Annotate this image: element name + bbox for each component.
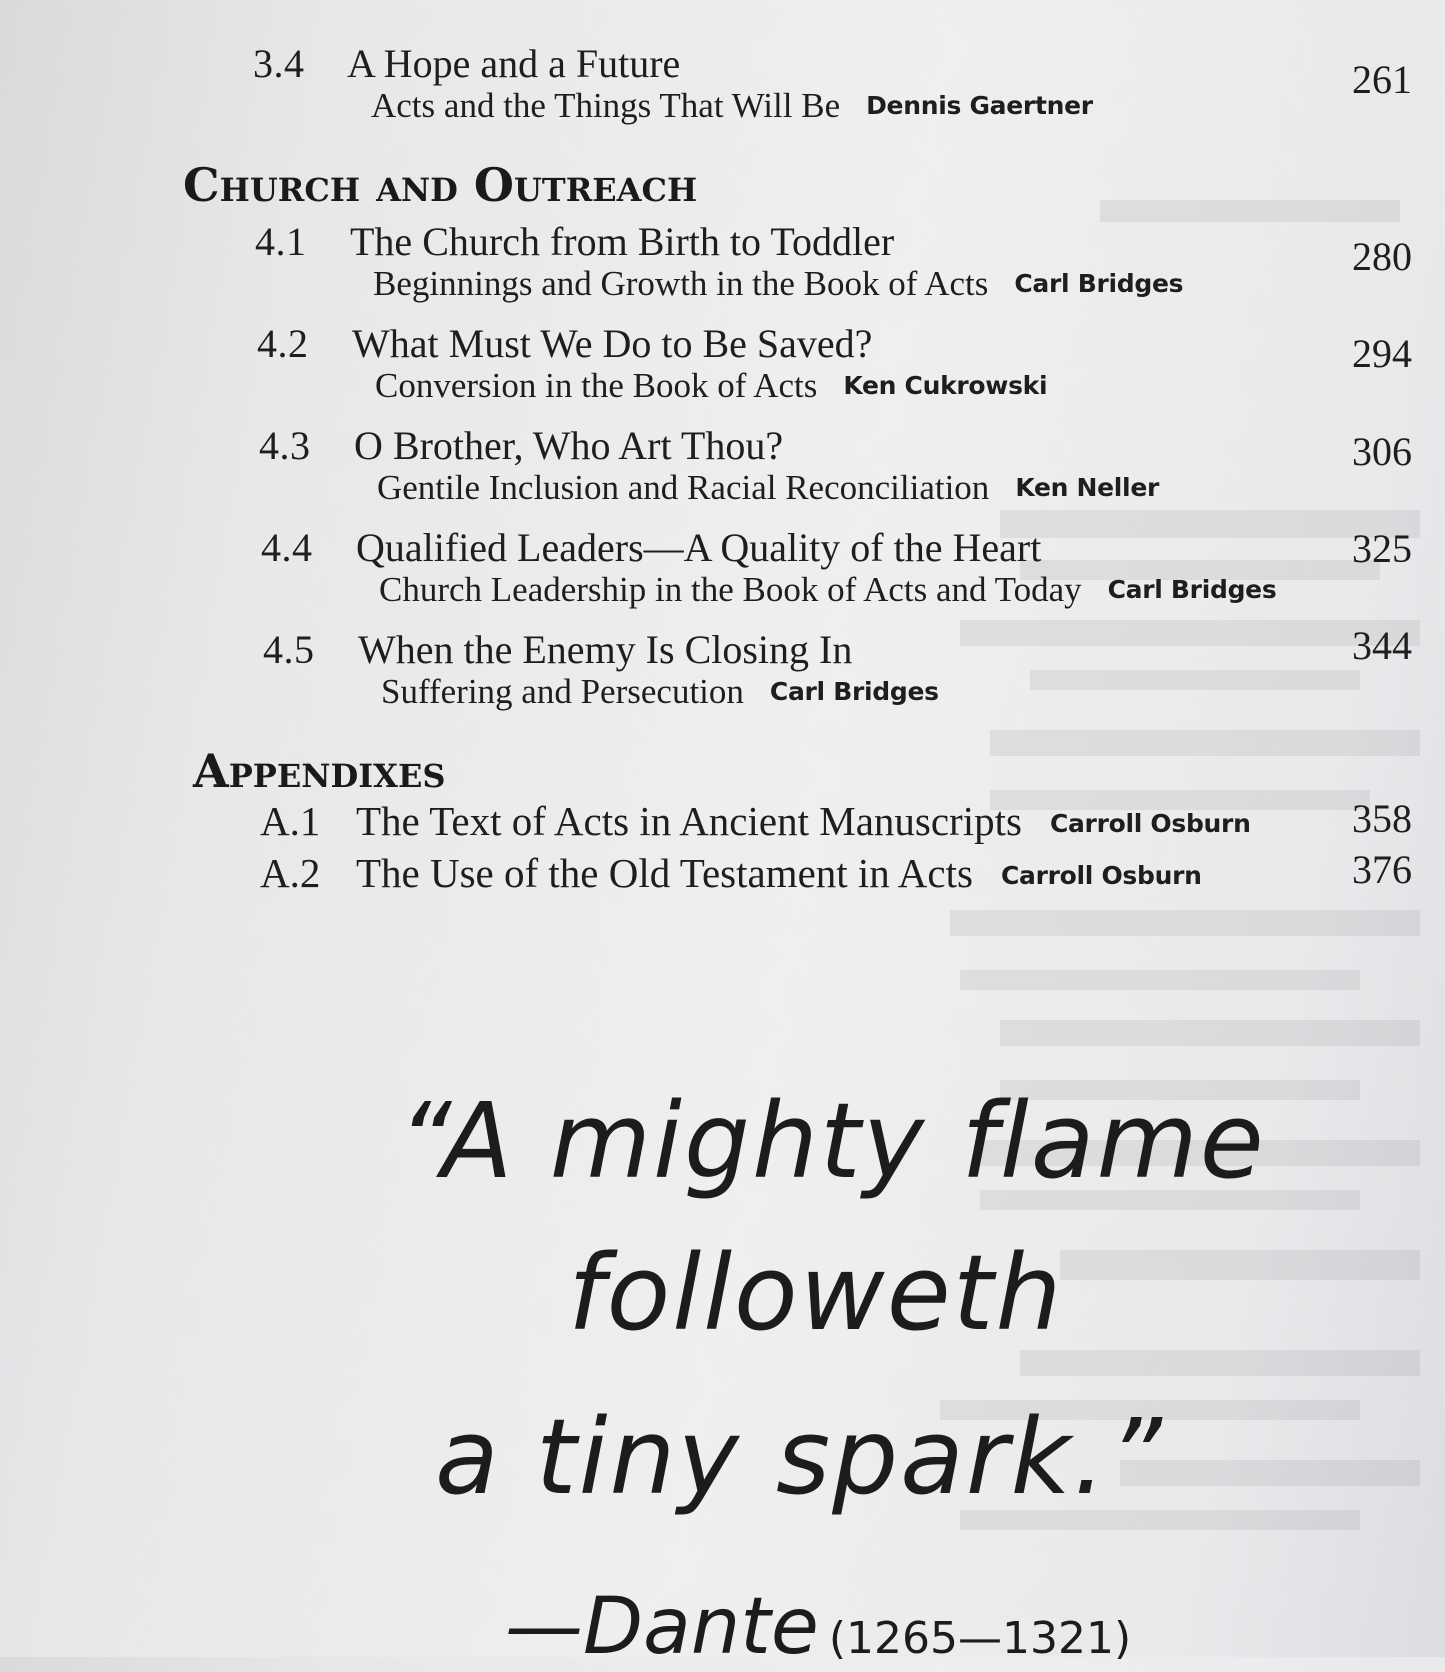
entry-number: 3.4: [253, 41, 305, 86]
entry-title: Qualified Leaders—A Quality of the Heart: [356, 525, 1042, 570]
page-number-4-3: 306: [1352, 429, 1412, 474]
section-heading-appendixes: Appendixes: [193, 744, 446, 798]
toc-entry-4-4: [261, 524, 1341, 614]
page-number-4-4: 325: [1352, 526, 1412, 571]
entry-title: The Church from Birth to Toddler: [350, 219, 895, 264]
entry-number: A.2: [260, 850, 321, 896]
entry-title: The Text of Acts in Ancient Manuscripts: [356, 798, 1022, 844]
entry-subtitle: Acts and the Things That Will Be: [371, 86, 841, 125]
entry-subtitle-line: [377, 468, 1159, 508]
page-number-4-2: 294: [1352, 331, 1412, 376]
entry-subtitle-line: [371, 86, 1093, 126]
entry-author: Carroll Osburn: [1049, 809, 1251, 838]
entry-number: 4.3: [259, 423, 311, 468]
page-number-a-1: 358: [1352, 796, 1412, 841]
entry-number: 4.5: [263, 627, 315, 672]
entry-subtitle-line: [381, 672, 939, 712]
entry-subtitle: Suffering and Persecution: [381, 672, 744, 711]
entry-author: Carroll Osburn: [1000, 861, 1202, 890]
entry-number: A.1: [260, 798, 321, 844]
entry-number: 4.1: [255, 219, 307, 264]
toc-entry-4-3: [259, 422, 1259, 512]
entry-subtitle-line: [379, 570, 1276, 610]
entry-subtitle: Church Leadership in the Book of Acts and Today: [379, 570, 1082, 609]
entry-author: Carl Bridges: [1107, 575, 1277, 604]
entry-number: 4.2: [257, 321, 309, 366]
toc-entry-4-1: [255, 218, 1255, 308]
entry-title: What Must We Do to Be Saved?: [352, 321, 873, 366]
entry-title: O Brother, Who Art Thou?: [354, 423, 784, 468]
page-number-a-2: 376: [1352, 847, 1412, 892]
attribution-name: —Dante: [505, 1582, 819, 1672]
attribution-dates: (1265—1321): [828, 1613, 1132, 1664]
entry-subtitle-line: [373, 264, 1183, 304]
entry-author: Dennis Gaertner: [866, 91, 1093, 120]
page-number-4-5: 344: [1352, 623, 1412, 668]
entry-author: Carl Bridges: [1014, 269, 1184, 298]
toc-entry-4-2: [257, 320, 1257, 410]
page-number-4-1: 280: [1352, 234, 1412, 279]
quote-line-2: followeth: [568, 1232, 1064, 1354]
toc-entry-3-4: [253, 40, 1253, 130]
toc-entry-4-5: [263, 626, 1263, 716]
page-number-3-4: 261: [1352, 57, 1412, 102]
entry-title: A Hope and a Future: [347, 41, 681, 86]
quote-attribution: [505, 1582, 1131, 1672]
entry-subtitle-line: [375, 366, 1047, 406]
entry-subtitle: Gentile Inclusion and Racial Reconciliation: [377, 468, 990, 507]
quote-line-3: a tiny spark.”: [435, 1396, 1164, 1518]
entry-title: The Use of the Old Testament in Acts: [356, 850, 973, 896]
entry-author: Ken Cukrowski: [843, 371, 1048, 400]
entry-author: Ken Neller: [1015, 473, 1160, 502]
entry-number: 4.4: [261, 525, 313, 570]
toc-entry-a-1: [260, 797, 1251, 845]
entry-author: Carl Bridges: [769, 677, 939, 706]
entry-subtitle: Conversion in the Book of Acts: [375, 366, 818, 405]
toc-entry-a-2: [260, 849, 1202, 897]
entry-title: When the Enemy Is Closing In: [358, 627, 853, 672]
entry-subtitle: Beginnings and Growth in the Book of Acts: [373, 264, 989, 303]
section-heading-church-and-outreach: Church and Outreach: [183, 158, 698, 212]
quote-line-1: “A mighty flame: [398, 1080, 1266, 1202]
